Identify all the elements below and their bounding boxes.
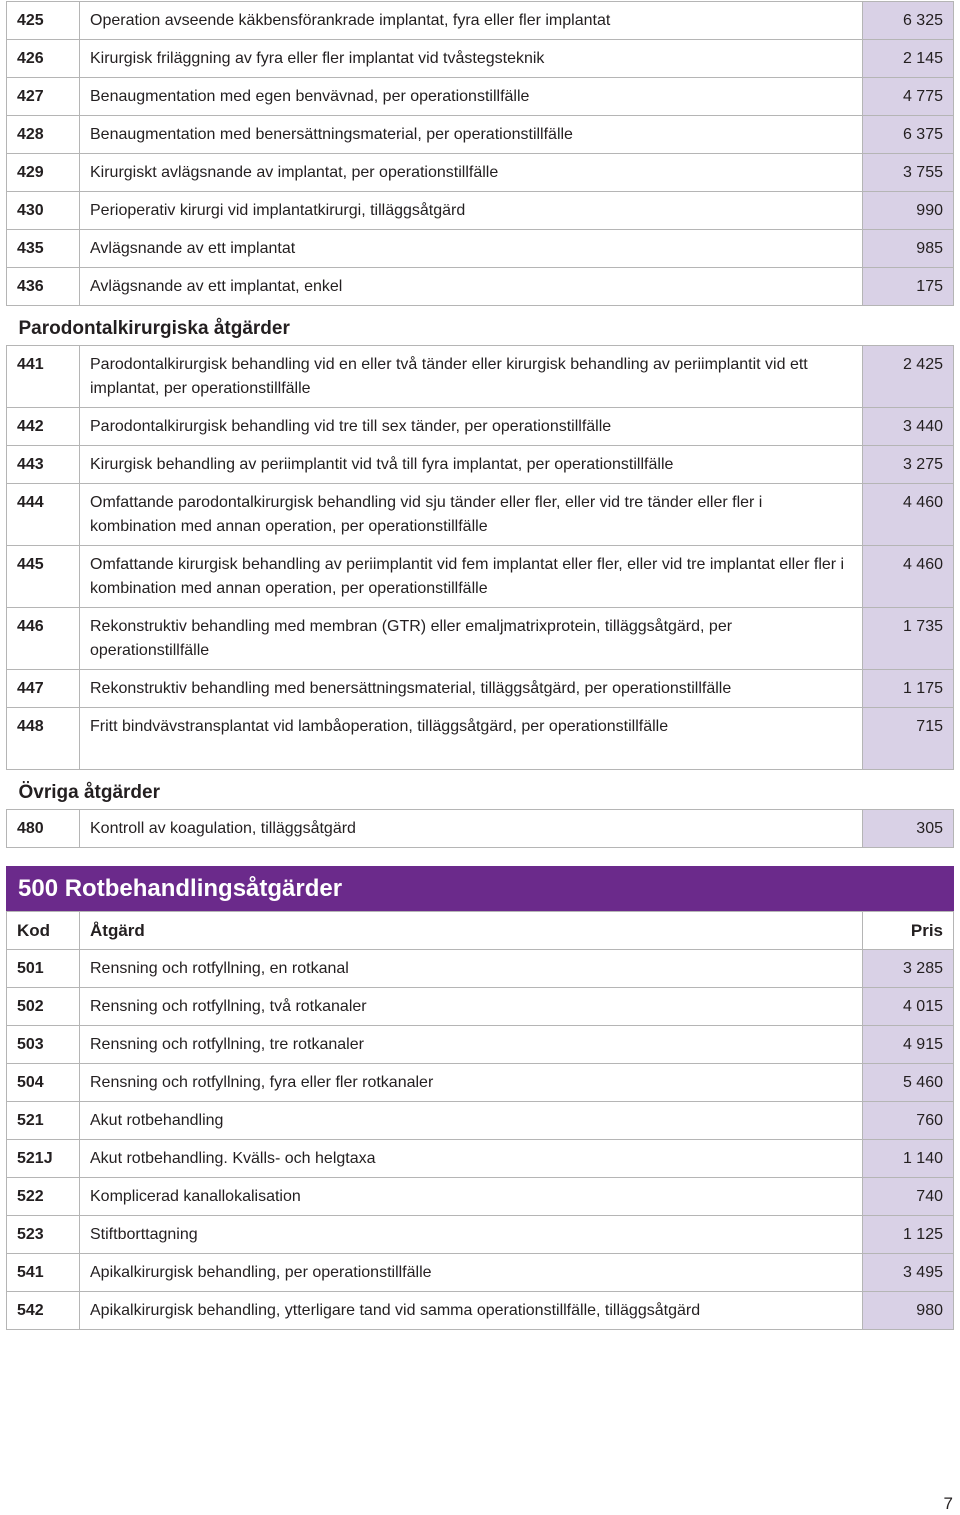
header-price: Pris <box>863 912 954 950</box>
row-price: 1 175 <box>863 670 954 708</box>
row-description: Kontroll av koagulation, tilläggsåtgärd <box>80 810 863 848</box>
row-description: Komplicerad kanallokalisation <box>80 1178 863 1216</box>
table-row <box>7 268 954 306</box>
row-code: 427 <box>7 78 80 116</box>
row-description: Rekonstruktiv behandling med membran (GTR) eller emaljmatrixprotein, tilläggsåtgärd, per operationstillfälle <box>80 608 863 670</box>
row-description: Stiftborttagning <box>80 1216 863 1254</box>
row-description: Akut rotbehandling. Kvälls- och helgtaxa <box>80 1140 863 1178</box>
section-banner-500: 500 Rotbehandlingsåtgärder <box>6 866 954 911</box>
row-description: Rekonstruktiv behandling med benersättningsmaterial, tilläggsåtgärd, per operationstillfälle <box>80 670 863 708</box>
row-code: 501 <box>7 950 80 988</box>
row-code: 523 <box>7 1216 80 1254</box>
table-row <box>7 154 954 192</box>
row-code: 444 <box>7 484 80 546</box>
row-description: Omfattande kirurgisk behandling av periimplantit vid fem implantat eller fler, eller vid tre implantat eller fler i kombination med annan operation, per operationstillfälle <box>80 546 863 608</box>
row-code: 541 <box>7 1254 80 1292</box>
table-row <box>7 546 954 608</box>
row-price: 1 125 <box>863 1216 954 1254</box>
table-row <box>7 408 954 446</box>
row-price: 6 375 <box>863 116 954 154</box>
row-code: 445 <box>7 546 80 608</box>
section-heading-ovriga: Övriga åtgärder <box>7 770 954 810</box>
header-description: Åtgärd <box>80 912 863 950</box>
row-code: 442 <box>7 408 80 446</box>
row-price: 4 775 <box>863 78 954 116</box>
row-code: 428 <box>7 116 80 154</box>
row-price: 2 145 <box>863 40 954 78</box>
price-table-500 <box>6 911 954 1330</box>
row-description: Akut rotbehandling <box>80 1102 863 1140</box>
row-price: 5 460 <box>863 1064 954 1102</box>
table-row <box>7 1102 954 1140</box>
table-row <box>7 446 954 484</box>
row-description: Avlägsnande av ett implantat, enkel <box>80 268 863 306</box>
row-price: 175 <box>863 268 954 306</box>
row-price: 6 325 <box>863 2 954 40</box>
header-code: Kod <box>7 912 80 950</box>
table-row <box>7 988 954 1026</box>
table-row <box>7 2 954 40</box>
row-description: Parodontalkirurgisk behandling vid en eller två tänder eller kirurgisk behandling av periimplantit vid ett implantat, per operationstillfälle <box>80 346 863 408</box>
row-price: 3 495 <box>863 1254 954 1292</box>
row-description: Kirurgisk friläggning av fyra eller fler implantat vid tvåstegsteknik <box>80 40 863 78</box>
row-price: 990 <box>863 192 954 230</box>
table-header-row <box>7 912 954 950</box>
row-code: 429 <box>7 154 80 192</box>
row-description: Apikalkirurgisk behandling, per operationstillfälle <box>80 1254 863 1292</box>
row-description: Rensning och rotfyllning, tre rotkanaler <box>80 1026 863 1064</box>
row-price: 3 755 <box>863 154 954 192</box>
row-code: 447 <box>7 670 80 708</box>
table-row <box>7 708 954 770</box>
row-price: 3 440 <box>863 408 954 446</box>
table-row <box>7 1064 954 1102</box>
table-row <box>7 810 954 848</box>
table-row <box>7 670 954 708</box>
row-code: 425 <box>7 2 80 40</box>
row-code: 446 <box>7 608 80 670</box>
row-price: 4 015 <box>863 988 954 1026</box>
row-code: 521 <box>7 1102 80 1140</box>
row-code: 504 <box>7 1064 80 1102</box>
row-price: 980 <box>863 1292 954 1330</box>
table-row <box>7 192 954 230</box>
row-price: 1 735 <box>863 608 954 670</box>
section-heading-row <box>7 770 954 810</box>
table-row <box>7 1140 954 1178</box>
page-number: 7 <box>943 1494 953 1513</box>
table-row <box>7 484 954 546</box>
table-row <box>7 1216 954 1254</box>
table-row <box>7 40 954 78</box>
row-description: Benaugmentation med egen benvävnad, per operationstillfälle <box>80 78 863 116</box>
row-price: 305 <box>863 810 954 848</box>
row-price: 760 <box>863 1102 954 1140</box>
table-row <box>7 1026 954 1064</box>
row-price: 3 275 <box>863 446 954 484</box>
row-description: Kirurgisk behandling av periimplantit vid två till fyra implantat, per operationstillfälle <box>80 446 863 484</box>
row-code: 448 <box>7 708 80 770</box>
table-row <box>7 346 954 408</box>
row-price: 4 460 <box>863 546 954 608</box>
row-code: 502 <box>7 988 80 1026</box>
row-price: 4 460 <box>863 484 954 546</box>
row-code: 522 <box>7 1178 80 1216</box>
row-description: Rensning och rotfyllning, en rotkanal <box>80 950 863 988</box>
row-description: Operation avseende käkbensförankrade implantat, fyra eller fler implantat <box>80 2 863 40</box>
row-code: 521J <box>7 1140 80 1178</box>
row-code: 441 <box>7 346 80 408</box>
row-code: 443 <box>7 446 80 484</box>
row-price: 1 140 <box>863 1140 954 1178</box>
row-description: Kirurgiskt avlägsnande av implantat, per operationstillfälle <box>80 154 863 192</box>
table-row <box>7 78 954 116</box>
row-price: 740 <box>863 1178 954 1216</box>
table-row <box>7 1254 954 1292</box>
table-row <box>7 608 954 670</box>
row-description: Avlägsnande av ett implantat <box>80 230 863 268</box>
row-price: 4 915 <box>863 1026 954 1064</box>
row-price: 715 <box>863 708 954 770</box>
row-price: 2 425 <box>863 346 954 408</box>
section-heading-parodontal: Parodontalkirurgiska åtgärder <box>7 306 954 346</box>
table-row <box>7 1292 954 1330</box>
row-code: 430 <box>7 192 80 230</box>
table-row <box>7 230 954 268</box>
row-code: 436 <box>7 268 80 306</box>
row-code: 426 <box>7 40 80 78</box>
row-description: Apikalkirurgisk behandling, ytterligare tand vid samma operationstillfälle, tilläggsåtgärd <box>80 1292 863 1330</box>
row-description: Rensning och rotfyllning, fyra eller fler rotkanaler <box>80 1064 863 1102</box>
row-code: 503 <box>7 1026 80 1064</box>
section-heading-row <box>7 306 954 346</box>
row-description: Rensning och rotfyllning, två rotkanaler <box>80 988 863 1026</box>
row-description: Fritt bindvävstransplantat vid lambåoperation, tilläggsåtgärd, per operationstillfälle <box>80 708 863 770</box>
row-price: 985 <box>863 230 954 268</box>
row-price: 3 285 <box>863 950 954 988</box>
row-description: Parodontalkirurgisk behandling vid tre till sex tänder, per operationstillfälle <box>80 408 863 446</box>
row-code: 542 <box>7 1292 80 1330</box>
row-description: Perioperativ kirurgi vid implantatkirurgi, tilläggsåtgärd <box>80 192 863 230</box>
row-code: 435 <box>7 230 80 268</box>
table-row <box>7 950 954 988</box>
table-row <box>7 116 954 154</box>
table-row <box>7 1178 954 1216</box>
price-table-400 <box>6 1 954 848</box>
row-description: Benaugmentation med benersättningsmaterial, per operationstillfälle <box>80 116 863 154</box>
row-description: Omfattande parodontalkirurgisk behandling vid sju tänder eller fler, eller vid tre tänder eller fler i kombination med annan operation, per operationstillfälle <box>80 484 863 546</box>
row-code: 480 <box>7 810 80 848</box>
